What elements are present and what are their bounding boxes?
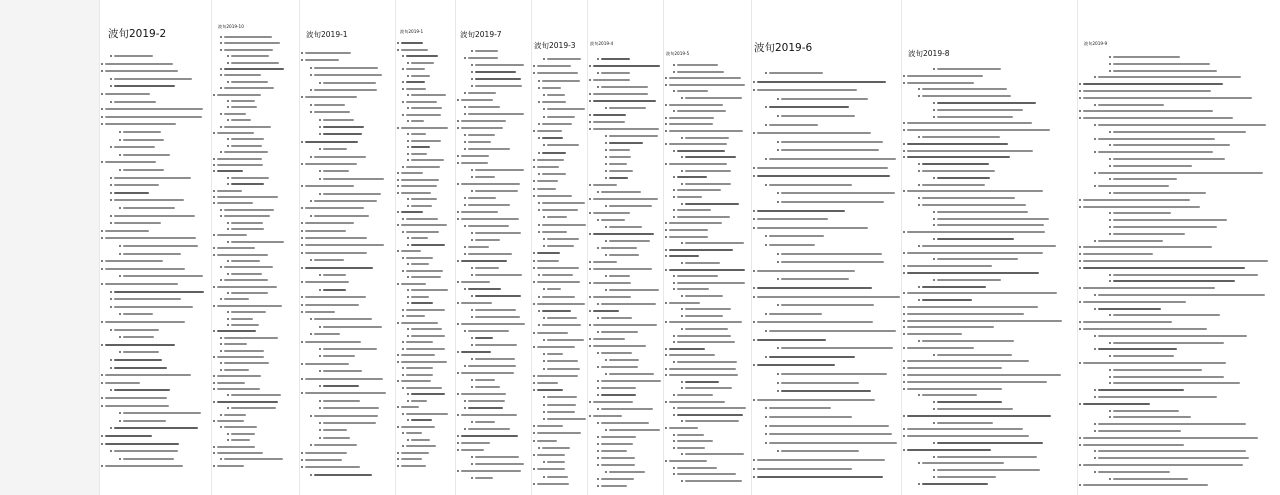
page-title: 波旬2019-10 — [218, 23, 244, 29]
document-page — [396, 0, 456, 495]
document-page — [300, 0, 396, 495]
document-page — [212, 0, 300, 495]
page-title: 波旬2019-1 — [306, 29, 348, 39]
page-title: 波旬2019-7 — [460, 29, 502, 39]
document-page — [902, 0, 1078, 495]
document-page — [752, 0, 902, 495]
document-page — [100, 0, 212, 495]
page-title: 波旬2019-4 — [590, 40, 614, 46]
document-page — [456, 0, 532, 495]
document-page — [664, 0, 752, 495]
document-page — [532, 0, 588, 495]
page-title: 波旬2019-3 — [534, 40, 576, 50]
document-page — [588, 0, 664, 495]
document-page — [1078, 0, 1280, 495]
page-title: 波旬2019-6 — [754, 41, 813, 54]
page-title: 波旬2019-2 — [108, 27, 167, 40]
page-title: 波旬2019-9 — [1084, 40, 1108, 46]
page-title: 波旬2019-1 — [400, 28, 424, 34]
page-title: 波旬2019-5 — [666, 50, 690, 56]
page-title: 波旬2019-8 — [908, 48, 950, 58]
